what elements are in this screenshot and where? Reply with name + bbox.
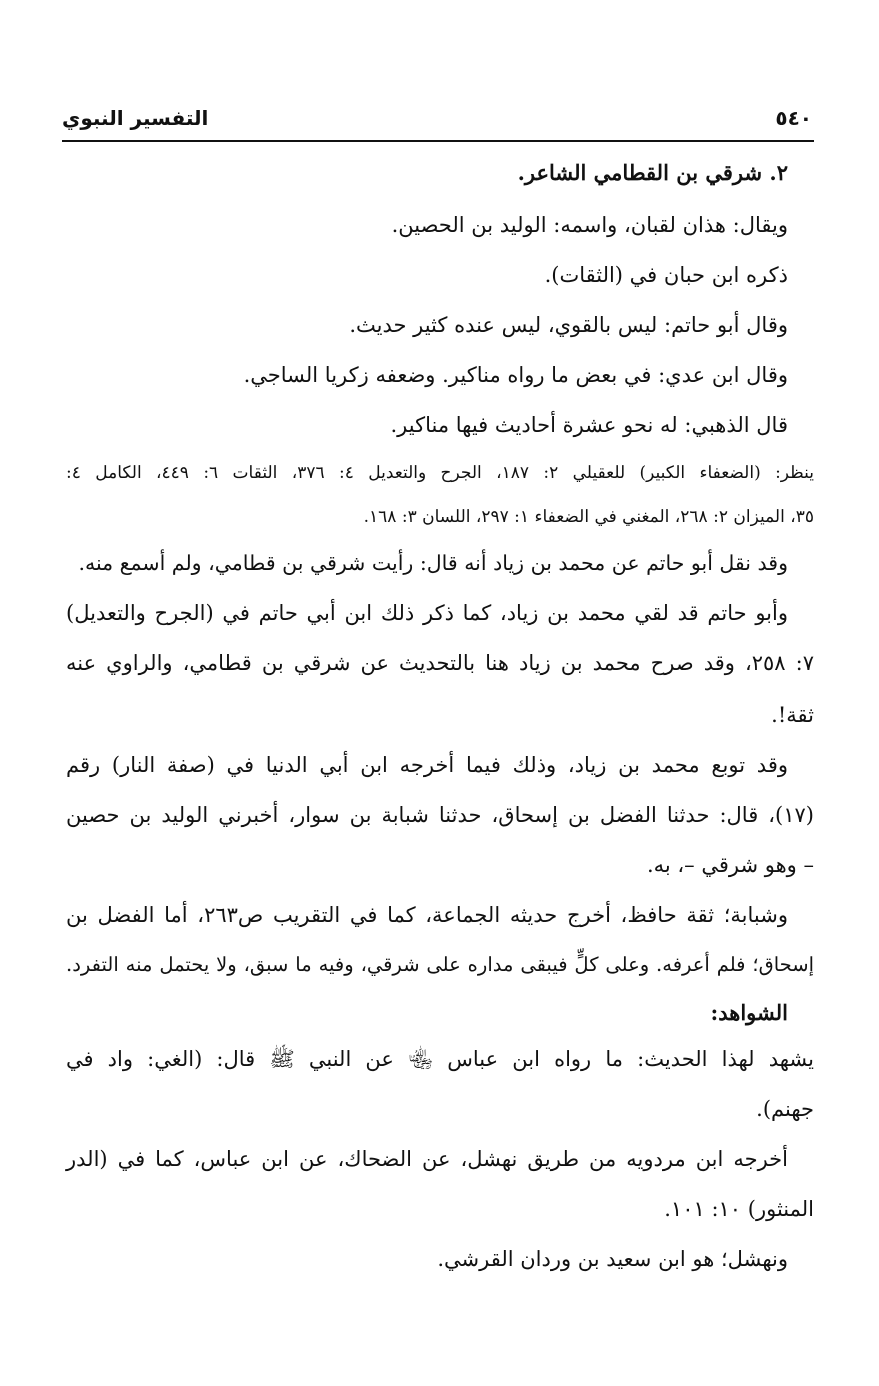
text-line: وقال أبو حاتم: ليس بالقوي، ليس عنده كثير حديث.	[349, 313, 788, 337]
text-line: ٧: ٢٥٨، وقد صرح محمد بن زياد هنا بالتحديث عن شرقي بن قطامي، والراوي عنه	[66, 651, 814, 675]
text-line: وشبابة؛ ثقة حافظ، أخرج حديثه الجماعة، كما في التقريب ص٢٦٣، أما الفضل بن	[66, 903, 788, 927]
text-line: أخرجه ابن مردويه من طريق نهشل، عن الضحاك، عن ابن عباس، كما في (الدر	[66, 1147, 788, 1171]
text-line: وأبو حاتم قد لقي محمد بن زياد، كما ذكر ذلك ابن أبي حاتم في (الجرح والتعديل)	[66, 601, 788, 625]
page-number: ٥٤٠	[775, 106, 812, 130]
text-line: – وهو شرقي –، به.	[646, 853, 814, 877]
text-line: (١٧)، قال: حدثنا الفضل بن إسحاق، حدثنا شبابة بن سوار، أخبرني الوليد بن حصين	[66, 803, 814, 827]
text-line: قال الذهبي: له نحو عشرة أحاديث فيها مناكير.	[390, 413, 788, 437]
text-line: إسحاق؛ فلم أعرفه. وعلى كلٍّ فيبقى مداره على شرقي، وفيه ما سبق، ولا يحتمل منه التفرد.	[66, 953, 814, 976]
book-title: التفسير النبوي	[62, 106, 209, 130]
text-line: يشهد لهذا الحديث: ما رواه ابن عباس ﵄ عن النبي ﷺ قال: (الغي: واد في	[66, 1047, 814, 1071]
header-rule	[62, 140, 814, 142]
section-heading: الشواهد:	[710, 1000, 788, 1025]
text-line: ويقال: هذان لقبان، واسمه: الوليد بن الحصين.	[391, 213, 788, 237]
narrator-heading: ٢. شرقي بن القطامي الشاعر.	[517, 160, 788, 185]
text-line: المنثور) ١٠: ١٠١.	[664, 1197, 814, 1221]
text-line: جهنم).	[756, 1097, 814, 1121]
reference-line: ٣٥، الميزان ٢: ٢٦٨، المغني في الضعفاء ١: ٢٩٧، اللسان ٣: ١٦٨.	[363, 507, 814, 527]
running-header	[62, 106, 814, 140]
text-line: وقال ابن عدي: في بعض ما رواه مناكير. وضعفه زكريا الساجي.	[243, 363, 788, 387]
text-line: ونهشل؛ هو ابن سعيد بن وردان القرشي.	[437, 1247, 788, 1271]
text-line: ثقة!.	[771, 703, 814, 727]
text-line: وقد توبع محمد بن زياد، وذلك فيما أخرجه ابن أبي الدنيا في (صفة النار) رقم	[66, 753, 788, 777]
text-line: ذكره ابن حبان في (الثقات).	[544, 263, 788, 287]
text-line: وقد نقل أبو حاتم عن محمد بن زياد أنه قال: رأيت شرقي بن قطامي، ولم أسمع منه.	[78, 551, 788, 575]
reference-line: ينظر: (الضعفاء الكبير) للعقيلي ٢: ١٨٧، الجرح والتعديل ٤: ٣٧٦، الثقات ٦: ٤٤٩، الكامل ٤:	[66, 463, 814, 483]
